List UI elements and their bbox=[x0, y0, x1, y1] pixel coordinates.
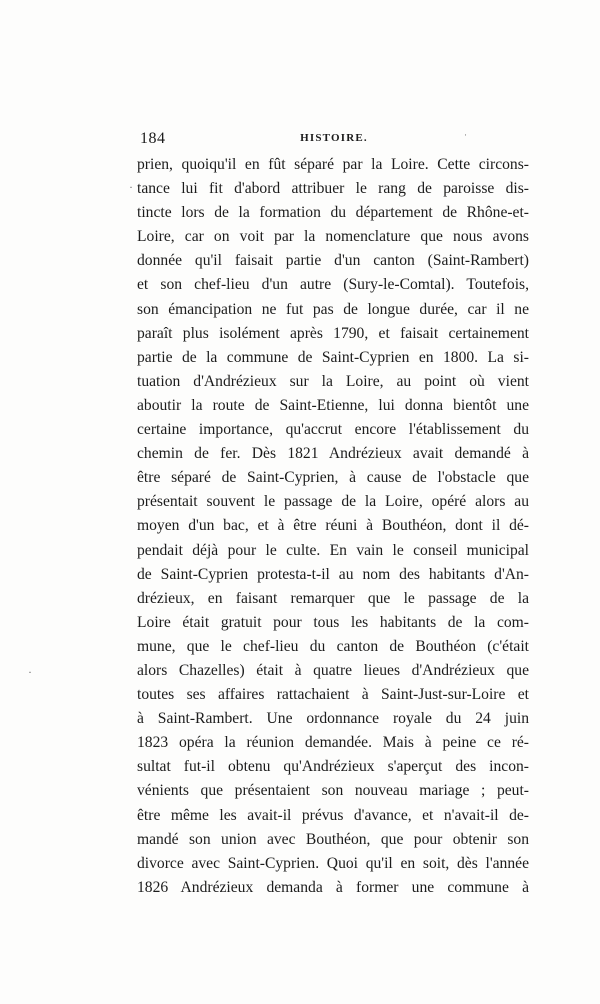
text-line: son émancipation ne fut pas de longue durée, car il ne bbox=[137, 300, 529, 318]
text-line: présentait souvent le passage de la Loire, opéré alors au bbox=[137, 493, 529, 511]
text-line: prien, quoiqu'il en fût séparé par la Loire. Cette circons- bbox=[137, 156, 529, 173]
text-line: de Saint-Cyprien protesta-t-il au nom des habitants d'An- bbox=[137, 565, 529, 583]
text-line: certaine importance, qu'accrut encore l'établissement du bbox=[137, 421, 529, 439]
text-line: moyen d'un bac, et à être réuni à Bouthéon, dont il dé- bbox=[137, 517, 529, 535]
text-line: chemin de fer. Dès 1821 Andrézieux avait demandé à bbox=[137, 445, 529, 463]
text-line: drézieux, en faisant remarquer que le passage de la bbox=[137, 589, 529, 607]
text-line: vénients que présentaient son nouveau mariage ; peut- bbox=[137, 782, 529, 800]
text-line: divorce avec Saint-Cyprien. Quoi qu'il en soit, dès l'année bbox=[137, 854, 529, 872]
margin-speck: · bbox=[129, 180, 133, 194]
text-line: mandé son union avec Bouthéon, que pour obtenir son bbox=[137, 830, 529, 848]
text-line: être séparé de Saint-Cyprien, à cause de l'obstacle que bbox=[137, 469, 529, 487]
margin-speck: · bbox=[464, 130, 467, 140]
text-line: Loire était gratuit pour tous les habitants de la com- bbox=[137, 613, 529, 631]
text-line: tance lui fit d'abord attribuer le rang de paroisse dis- bbox=[137, 180, 529, 198]
page-number: 184 bbox=[140, 130, 166, 147]
text-line: paraît plus isolément après 1790, et faisait certainement bbox=[137, 324, 529, 342]
text-line: alors Chazelles) était à quatre lieues d'Andrézieux que bbox=[137, 661, 529, 679]
text-line: donnée qu'il faisait partie d'un canton (Saint-Rambert) bbox=[137, 252, 529, 270]
text-line: partie de la commune de Saint-Cyprien en 1800. La si- bbox=[137, 348, 529, 366]
running-title: HISTOIRE. bbox=[300, 132, 368, 144]
text-line: aboutir la route de Saint-Etienne, lui donna bientôt une bbox=[137, 396, 529, 414]
text-line: tuation d'Andrézieux sur la Loire, au point où vient bbox=[137, 372, 529, 390]
body-text bbox=[137, 153, 529, 900]
text-line: pendait déjà pour le culte. En vain le conseil municipal bbox=[137, 541, 529, 559]
text-line: à Saint-Rambert. Une ordonnance royale du 24 juin bbox=[137, 710, 529, 728]
text-line: toutes ses affaires rattachaient à Saint-Just-sur-Loire et bbox=[137, 686, 529, 704]
running-head bbox=[140, 130, 528, 150]
margin-speck: · bbox=[28, 665, 32, 679]
text-line: être même les avait-il prévus d'avance, et n'avait-il de- bbox=[137, 806, 529, 824]
text-line: mune, que le chef-lieu du canton de Bouthéon (c'était bbox=[137, 637, 529, 655]
text-line: sultat fut-il obtenu qu'Andrézieux s'aperçut des incon- bbox=[137, 758, 529, 776]
text-line: 1823 opéra la réunion demandée. Mais à peine ce ré- bbox=[137, 734, 529, 752]
text-line: et son chef-lieu d'un autre (Sury-le-Comtal). Toutefois, bbox=[137, 276, 529, 294]
text-line: Loire, car on voit par la nomenclature que nous avons bbox=[137, 228, 529, 246]
text-line: tincte lors de la formation du département de Rhône-et- bbox=[137, 204, 529, 222]
text-line: 1826 Andrézieux demanda à former une commune à bbox=[137, 878, 529, 896]
